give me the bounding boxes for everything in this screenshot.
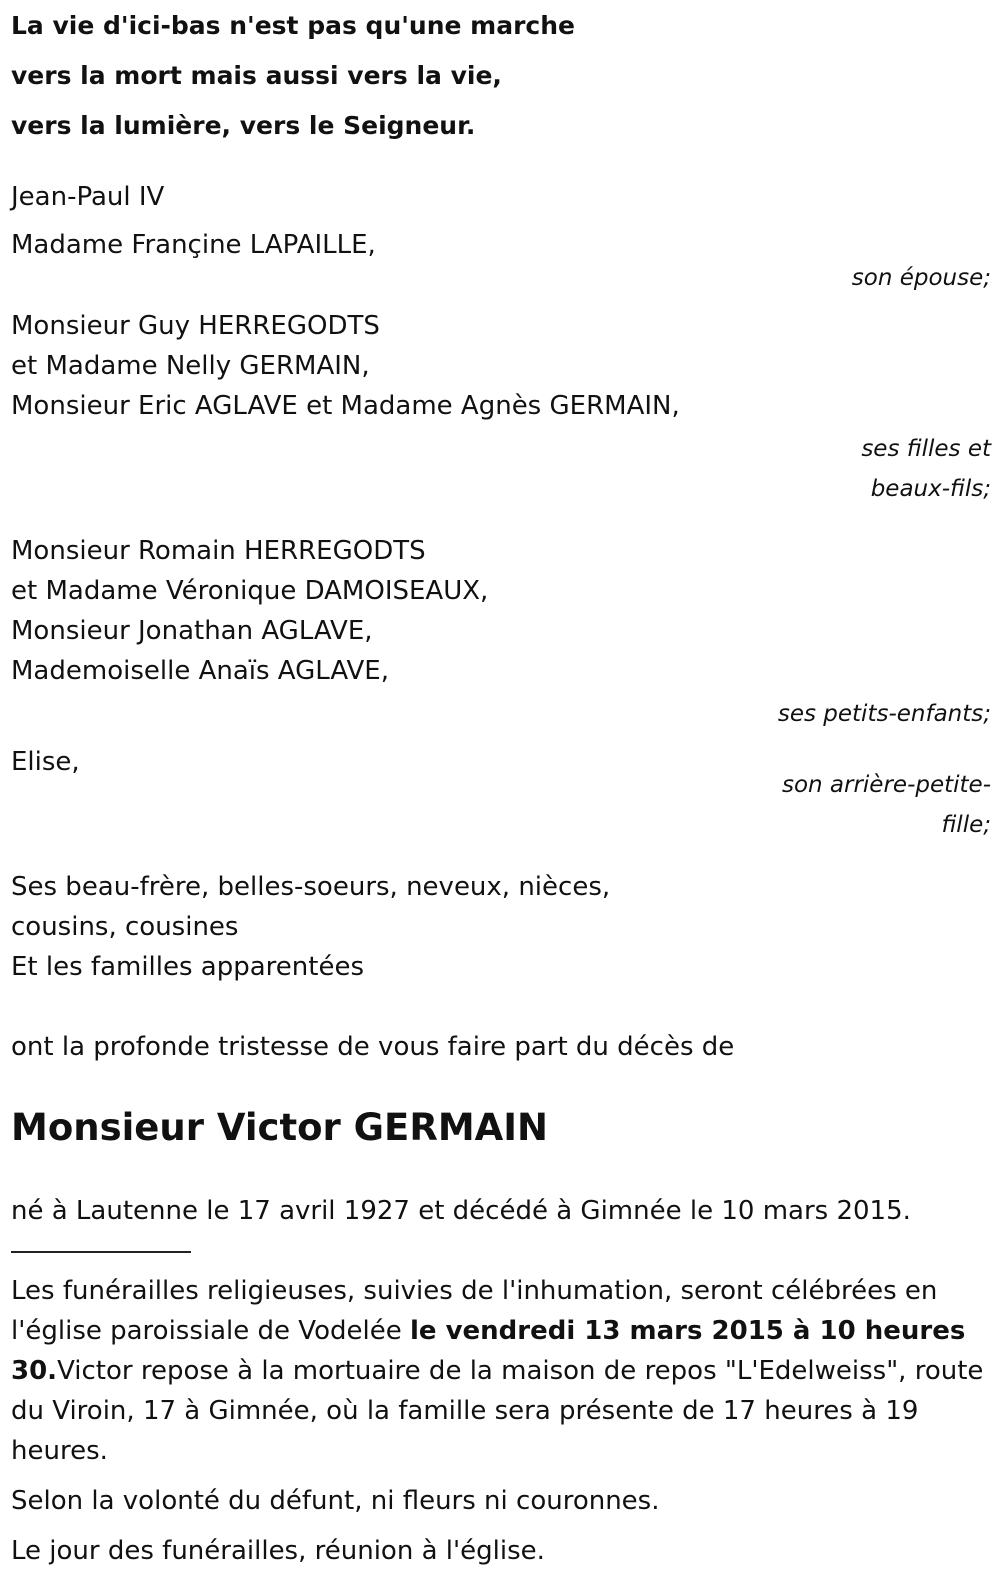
grandchild-name: Mademoiselle Anaïs AGLAVE, bbox=[11, 656, 389, 686]
verse-line: vers la mort mais aussi vers la vie, bbox=[11, 61, 502, 90]
daughter-name: Monsieur Eric AGLAVE et Madame Agnès GERMAIN, bbox=[11, 391, 680, 421]
verse-line: La vie d'ici-bas n'est pas qu'une marche bbox=[11, 11, 575, 40]
daughters-relation: ses filles et bbox=[861, 436, 991, 462]
grandchild-name: Monsieur Jonathan AGLAVE, bbox=[11, 616, 373, 646]
great-grandchild-relation: son arrière-petite- bbox=[781, 772, 991, 798]
grandchild-name: Monsieur Romain HERREGODTS bbox=[11, 536, 426, 566]
separator-line bbox=[11, 1251, 191, 1253]
daughter-name: et Madame Nelly GERMAIN, bbox=[11, 351, 370, 381]
funeral-date: le vendredi 13 mars 2015 à 10 heures 30. bbox=[11, 1316, 966, 1386]
daughter-name: Monsieur Guy HERREGODTS bbox=[11, 311, 380, 341]
grandchild-name: et Madame Véronique DAMOISEAUX, bbox=[11, 576, 489, 606]
announcement-text: ont la profonde tristesse de vous faire part du décès de bbox=[11, 1032, 735, 1062]
other-relatives: Ses beau-frère, belles-soeurs, neveux, nièces, bbox=[11, 872, 611, 902]
opening-verse bbox=[11, 1, 991, 151]
no-flowers-wish: Selon la volonté du défunt, ni fleurs ni couronnes. bbox=[11, 1486, 660, 1516]
reunion-info: Le jour des funérailles, réunion à l'église. bbox=[11, 1536, 545, 1566]
daughters-relation: beaux-fils; bbox=[870, 476, 991, 502]
funeral-details bbox=[11, 1271, 986, 1471]
funeral-rest: Victor repose à la mortuaire de la maison de repos "L'Edelweiss", route du Viroin, 17 à Gimnée, où la famille sera présente de 17 heures à 19 heures. bbox=[11, 1356, 984, 1466]
spouse-relation: son épouse; bbox=[851, 265, 991, 291]
obituary-notice bbox=[11, 0, 991, 1571]
grandchildren-relation: ses petits-enfants; bbox=[777, 701, 991, 727]
deceased-name: Monsieur Victor GERMAIN bbox=[11, 1106, 549, 1149]
funeral-intro: Les funérailles religieuses, suivies de l'inhumation, seront célébrées en l'église paroissiale de Vodelée bbox=[11, 1276, 938, 1346]
spouse-name: Madame Françine LAPAILLE, bbox=[11, 230, 376, 260]
signer: Jean-Paul IV bbox=[11, 182, 165, 212]
great-grandchild-name: Elise, bbox=[11, 747, 80, 777]
verse-line: vers la lumière, vers le Seigneur. bbox=[11, 111, 476, 140]
other-relatives: Et les familles apparentées bbox=[11, 952, 365, 982]
other-relatives: cousins, cousines bbox=[11, 912, 239, 942]
great-grandchild-relation: fille; bbox=[941, 812, 991, 838]
birth-death-info: né à Lautenne le 17 avril 1927 et décédé à Gimnée le 10 mars 2015. bbox=[11, 1196, 911, 1226]
